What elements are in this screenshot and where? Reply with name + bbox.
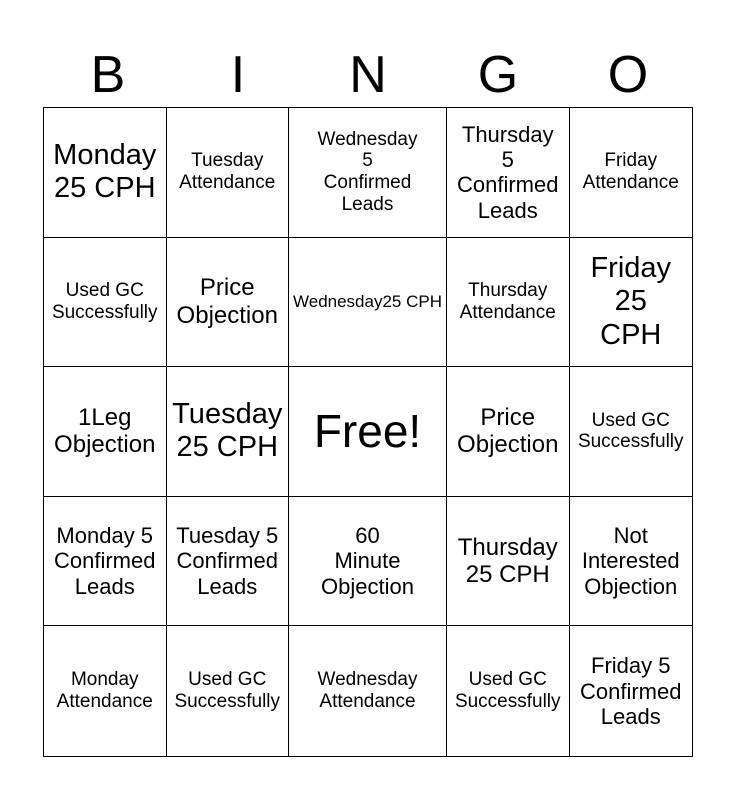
header-letter-b: B [90, 46, 126, 104]
bingo-cell-text: Wednesday Attendance [317, 669, 418, 713]
bingo-cell-text: Not Interested Objection [581, 523, 680, 599]
bingo-cell-r4c2[interactable] [167, 497, 290, 627]
bingo-cell-r4c4[interactable] [447, 497, 570, 627]
bingo-cell-r3c5[interactable] [570, 367, 693, 497]
bingo-cell-r5c1[interactable] [44, 626, 167, 756]
bingo-board [43, 107, 693, 757]
bingo-header [43, 44, 693, 106]
bingo-cell-r1c5[interactable] [570, 108, 693, 238]
bingo-cell-text: Tuesday Attendance [179, 150, 276, 194]
bingo-cell-r3c1[interactable] [44, 367, 167, 497]
bingo-cell-r3c4[interactable] [447, 367, 570, 497]
bingo-cell-text: Monday 25 CPH [53, 138, 157, 205]
bingo-cell-r2c1[interactable] [44, 238, 167, 368]
bingo-cell-text: Friday 5 Confirmed Leads [580, 653, 682, 729]
bingo-cell-r1c3[interactable] [289, 108, 447, 238]
bingo-cell-text: Thursday 25 CPH [457, 533, 558, 589]
bingo-cell-text: Thursday 5 Confirmed Leads [457, 121, 559, 223]
bingo-cell-r2c3[interactable] [289, 238, 447, 368]
bingo-cell-text: Monday 5 Confirmed Leads [54, 523, 156, 599]
bingo-cell-r4c1[interactable] [44, 497, 167, 627]
header-letter-i: I [230, 46, 246, 104]
bingo-cell-r5c3[interactable] [289, 626, 447, 756]
bingo-cell-text: Used GC Successfully [174, 669, 281, 713]
bingo-cell-r1c4[interactable] [447, 108, 570, 238]
bingo-cell-text: Wednesday25 CPH [293, 292, 442, 312]
bingo-cell-r2c4[interactable] [447, 238, 570, 368]
bingo-cell-text: Used GC Successfully [454, 669, 561, 713]
header-letter-g: G [477, 46, 519, 104]
header-letter-o: O [607, 46, 649, 104]
bingo-cell-text: Wednesday 5 Confirmed Leads [317, 128, 418, 216]
bingo-cell-text: Friday 25 CPH [590, 251, 672, 351]
free-space-text: Free! [313, 405, 422, 458]
bingo-cell-r5c2[interactable] [167, 626, 290, 756]
bingo-cell-r2c5[interactable] [570, 238, 693, 368]
bingo-cell-text: Used GC Successfully [577, 409, 684, 453]
bingo-cell-r3c2[interactable] [167, 367, 290, 497]
bingo-cell-text: Used GC Successfully [51, 280, 158, 323]
bingo-cell-r4c3[interactable] [289, 497, 447, 627]
bingo-cell-text: Friday Attendance [582, 150, 679, 194]
free-space-cell[interactable] [289, 367, 447, 497]
bingo-cell-r2c2[interactable] [167, 238, 290, 368]
header-letter-n: N [349, 46, 387, 104]
bingo-cell-text: 60 Minute Objection [321, 523, 414, 599]
bingo-cell-text: Thursday Attendance [459, 280, 556, 323]
bingo-cell-text: Tuesday 25 CPH [172, 398, 283, 464]
bingo-cell-text: Tuesday 5 Confirmed Leads [176, 523, 279, 599]
bingo-cell-text: Price Objection [457, 403, 559, 459]
bingo-cell-r1c1[interactable] [44, 108, 167, 238]
bingo-cell-text: Monday Attendance [56, 669, 153, 713]
bingo-cell-r4c5[interactable] [570, 497, 693, 627]
bingo-cell-r5c5[interactable] [570, 626, 693, 756]
bingo-cell-r1c2[interactable] [167, 108, 290, 238]
bingo-cell-text: Price Objection [176, 274, 278, 329]
bingo-cell-r5c4[interactable] [447, 626, 570, 756]
bingo-cell-text: 1Leg Objection [54, 403, 156, 459]
